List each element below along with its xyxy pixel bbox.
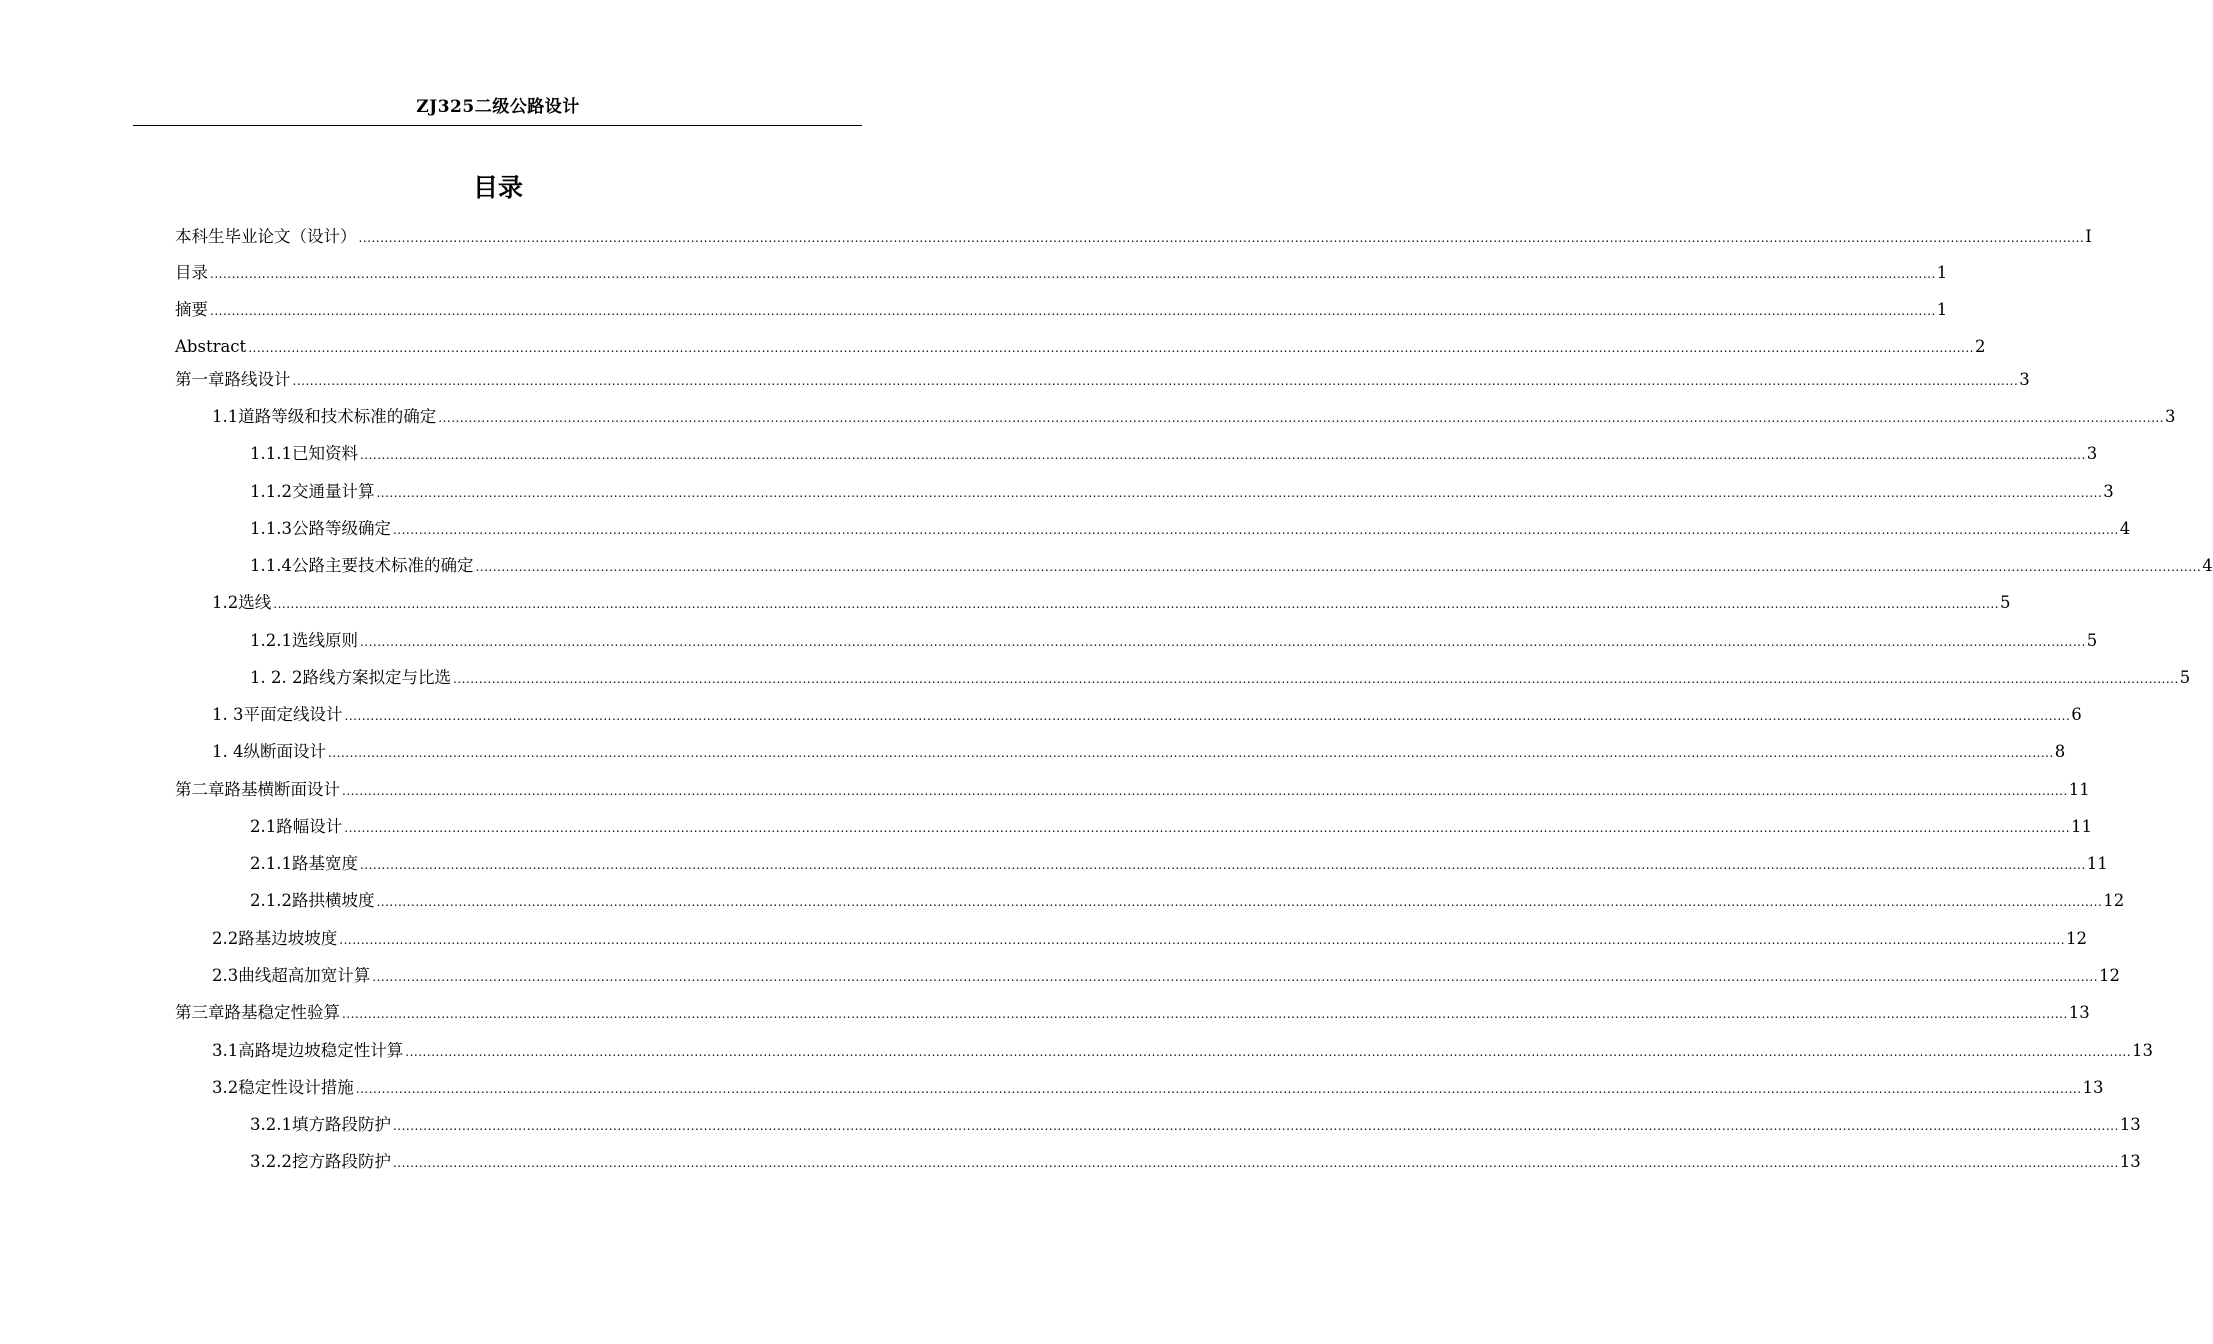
toc-entry-page: I bbox=[2085, 227, 2092, 246]
toc-dot-leader: ................................................................................................................................................................................................................................................................................................................................................................................................................ bbox=[359, 635, 2086, 649]
toc-entry-page: 13 bbox=[2068, 1003, 2090, 1022]
toc-entry-label: 2.1.2路拱横坡度 bbox=[250, 891, 375, 910]
toc-entry-label: 2.3曲线超高加宽计算 bbox=[212, 966, 371, 985]
toc-dot-leader: ................................................................................................................................................................................................................................................................................................................................................................................................................ bbox=[273, 597, 2000, 611]
toc-entry[interactable] bbox=[175, 778, 2090, 802]
toc-entry-page: 1 bbox=[1936, 263, 1948, 282]
toc-entry-page: 3 bbox=[2086, 444, 2098, 463]
toc-entry-page: 13 bbox=[2119, 1152, 2141, 1171]
toc-entry-label: 1. 2. 2路线方案拟定与比选 bbox=[250, 668, 451, 687]
toc-entry-page: 5 bbox=[2086, 631, 2098, 650]
toc-entry[interactable] bbox=[175, 368, 2030, 392]
toc-entry[interactable] bbox=[250, 517, 2131, 541]
toc-entry-label: 1.1.4公路主要技术标准的确定 bbox=[250, 556, 474, 575]
toc-dot-leader: ................................................................................................................................................................................................................................................................................................................................................................................................................ bbox=[452, 672, 2179, 686]
toc-entry-page: 13 bbox=[2082, 1078, 2104, 1097]
toc-entry[interactable] bbox=[250, 442, 2098, 466]
toc-entry[interactable] bbox=[250, 889, 2125, 913]
toc-dot-leader: ................................................................................................................................................................................................................................................................................................................................................................................................................ bbox=[405, 1045, 2132, 1059]
toc-entry[interactable] bbox=[175, 225, 2092, 249]
toc-entry-page: 12 bbox=[2099, 966, 2121, 985]
toc-entry[interactable] bbox=[175, 1001, 2090, 1025]
toc-dot-leader: ................................................................................................................................................................................................................................................................................................................................................................................................................ bbox=[344, 709, 2071, 723]
toc-dot-leader: ................................................................................................................................................................................................................................................................................................................................................................................................................ bbox=[358, 231, 2085, 245]
toc-entry-page: 1 bbox=[1936, 300, 1948, 319]
toc-entry-label: 第二章路基横断面设计 bbox=[175, 780, 340, 799]
toc-dot-leader: ................................................................................................................................................................................................................................................................................................................................................................................................................ bbox=[210, 267, 1936, 281]
toc-entry[interactable] bbox=[212, 927, 2088, 951]
toc-dot-leader: ................................................................................................................................................................................................................................................................................................................................................................................................................ bbox=[328, 746, 2054, 760]
toc-entry-label: 本科生毕业论文（设计） bbox=[175, 227, 357, 246]
toc-entry-page: 4 bbox=[2119, 519, 2131, 538]
toc-entry[interactable] bbox=[212, 591, 2011, 615]
toc-dot-leader: ................................................................................................................................................................................................................................................................................................................................................................................................................ bbox=[344, 821, 2071, 835]
toc-entry-label: 1.1道路等级和技术标准的确定 bbox=[212, 407, 437, 426]
toc-entry-label: 1. 4纵断面设计 bbox=[212, 742, 326, 761]
toc-entry[interactable] bbox=[175, 335, 1986, 359]
toc-entry-page: 11 bbox=[2086, 854, 2108, 873]
toc-dot-leader: ................................................................................................................................................................................................................................................................................................................................................................................................................ bbox=[292, 374, 2019, 388]
toc-entry[interactable] bbox=[212, 703, 2082, 727]
toc-entry[interactable] bbox=[250, 1113, 2141, 1137]
toc-entry-label: 2.1.1路基宽度 bbox=[250, 854, 358, 873]
toc-dot-leader: ................................................................................................................................................................................................................................................................................................................................................................................................................ bbox=[359, 858, 2086, 872]
toc-entry[interactable] bbox=[212, 1076, 2104, 1100]
toc-dot-leader: ................................................................................................................................................................................................................................................................................................................................................................................................................ bbox=[248, 341, 1974, 355]
toc-dot-leader: ................................................................................................................................................................................................................................................................................................................................................................................................................ bbox=[359, 448, 2086, 462]
toc-entry-page: 11 bbox=[2071, 817, 2093, 836]
toc-entry-label: Abstract bbox=[175, 337, 247, 356]
toc-entry[interactable] bbox=[250, 629, 2098, 653]
toc-entry-page: 13 bbox=[2119, 1115, 2141, 1134]
toc-entry-label: 3.2稳定性设计措施 bbox=[212, 1078, 354, 1097]
toc-dot-leader: ................................................................................................................................................................................................................................................................................................................................................................................................................ bbox=[376, 486, 2103, 500]
toc-entry-label: 3.2.2挖方路段防护 bbox=[250, 1152, 391, 1171]
toc-entry-label: 1.1.3公路等级确定 bbox=[250, 519, 391, 538]
toc-title: 目录 bbox=[472, 173, 523, 202]
toc-dot-leader: ................................................................................................................................................................................................................................................................................................................................................................................................................ bbox=[392, 523, 2119, 537]
toc-entry[interactable] bbox=[175, 261, 1948, 285]
toc-dot-leader: ................................................................................................................................................................................................................................................................................................................................................................................................................ bbox=[210, 304, 1936, 318]
toc-dot-leader: ................................................................................................................................................................................................................................................................................................................................................................................................................ bbox=[372, 970, 2099, 984]
toc-entry-label: 1.2.1选线原则 bbox=[250, 631, 358, 650]
toc-entry-page: 13 bbox=[2132, 1041, 2154, 1060]
toc-entry-label: 1. 3平面定线设计 bbox=[212, 705, 343, 724]
toc-entry-page: 6 bbox=[2071, 705, 2082, 724]
toc-dot-leader: ................................................................................................................................................................................................................................................................................................................................................................................................................ bbox=[392, 1156, 2119, 1170]
toc-entry[interactable] bbox=[250, 554, 2213, 578]
toc-entry[interactable] bbox=[250, 666, 2191, 690]
toc-entry-label: 2.2路基边坡坡度 bbox=[212, 929, 338, 948]
toc-entry-label: 1.1.2交通量计算 bbox=[250, 482, 375, 501]
toc-entry-page: 2 bbox=[1974, 337, 1986, 356]
toc-entry[interactable] bbox=[175, 298, 1948, 322]
toc-entry-label: 3.2.1填方路段防护 bbox=[250, 1115, 391, 1134]
toc-entry-page: 12 bbox=[2066, 929, 2088, 948]
toc-entry-label: 第一章路线设计 bbox=[175, 370, 291, 389]
toc-entry-page: 5 bbox=[2000, 593, 2011, 612]
toc-entry-page: 3 bbox=[2019, 370, 2030, 389]
toc-entry[interactable] bbox=[250, 815, 2093, 839]
toc-entry-page: 5 bbox=[2179, 668, 2191, 687]
toc-dot-leader: ................................................................................................................................................................................................................................................................................................................................................................................................................ bbox=[438, 411, 2165, 425]
toc-entry-page: 8 bbox=[2054, 742, 2066, 761]
toc-entry-page: 12 bbox=[2103, 891, 2125, 910]
toc-entry-page: 11 bbox=[2068, 780, 2090, 799]
toc-entry[interactable] bbox=[212, 1039, 2154, 1063]
toc-dot-leader: ................................................................................................................................................................................................................................................................................................................................................................................................................ bbox=[342, 1007, 2068, 1021]
toc-entry-label: 目录 bbox=[175, 263, 208, 282]
toc-entry[interactable] bbox=[250, 852, 2108, 876]
toc-entry-label: 1.2选线 bbox=[212, 593, 272, 612]
toc-entry-label: 第三章路基稳定性验算 bbox=[175, 1003, 340, 1022]
toc-entry[interactable] bbox=[212, 740, 2066, 764]
toc-entry-label: 1.1.1已知资料 bbox=[250, 444, 358, 463]
toc-entry-label: 2.1路幅设计 bbox=[250, 817, 343, 836]
toc-entry-page: 3 bbox=[2103, 482, 2114, 501]
toc-dot-leader: ................................................................................................................................................................................................................................................................................................................................................................................................................ bbox=[376, 895, 2103, 909]
toc-dot-leader: ................................................................................................................................................................................................................................................................................................................................................................................................................ bbox=[392, 1119, 2119, 1133]
running-header: ZJ325二级公路设计 bbox=[416, 97, 580, 117]
toc-entry-page: 3 bbox=[2165, 407, 2176, 426]
toc-entry[interactable] bbox=[212, 405, 2176, 429]
toc-entry-label: 摘要 bbox=[175, 300, 208, 319]
toc-entry[interactable] bbox=[250, 1150, 2141, 1174]
toc-entry-label: 3.1高路堤边坡稳定性计算 bbox=[212, 1041, 404, 1060]
toc-dot-leader: ................................................................................................................................................................................................................................................................................................................................................................................................................ bbox=[339, 933, 2066, 947]
toc-dot-leader: ................................................................................................................................................................................................................................................................................................................................................................................................................ bbox=[355, 1082, 2082, 1096]
toc-entry[interactable] bbox=[212, 964, 2121, 988]
toc-dot-leader: ................................................................................................................................................................................................................................................................................................................................................................................................................ bbox=[342, 784, 2068, 798]
toc-entry-page: 4 bbox=[2202, 556, 2213, 575]
toc-dot-leader: ................................................................................................................................................................................................................................................................................................................................................................................................................ bbox=[475, 560, 2202, 574]
toc-entry[interactable] bbox=[250, 480, 2114, 504]
